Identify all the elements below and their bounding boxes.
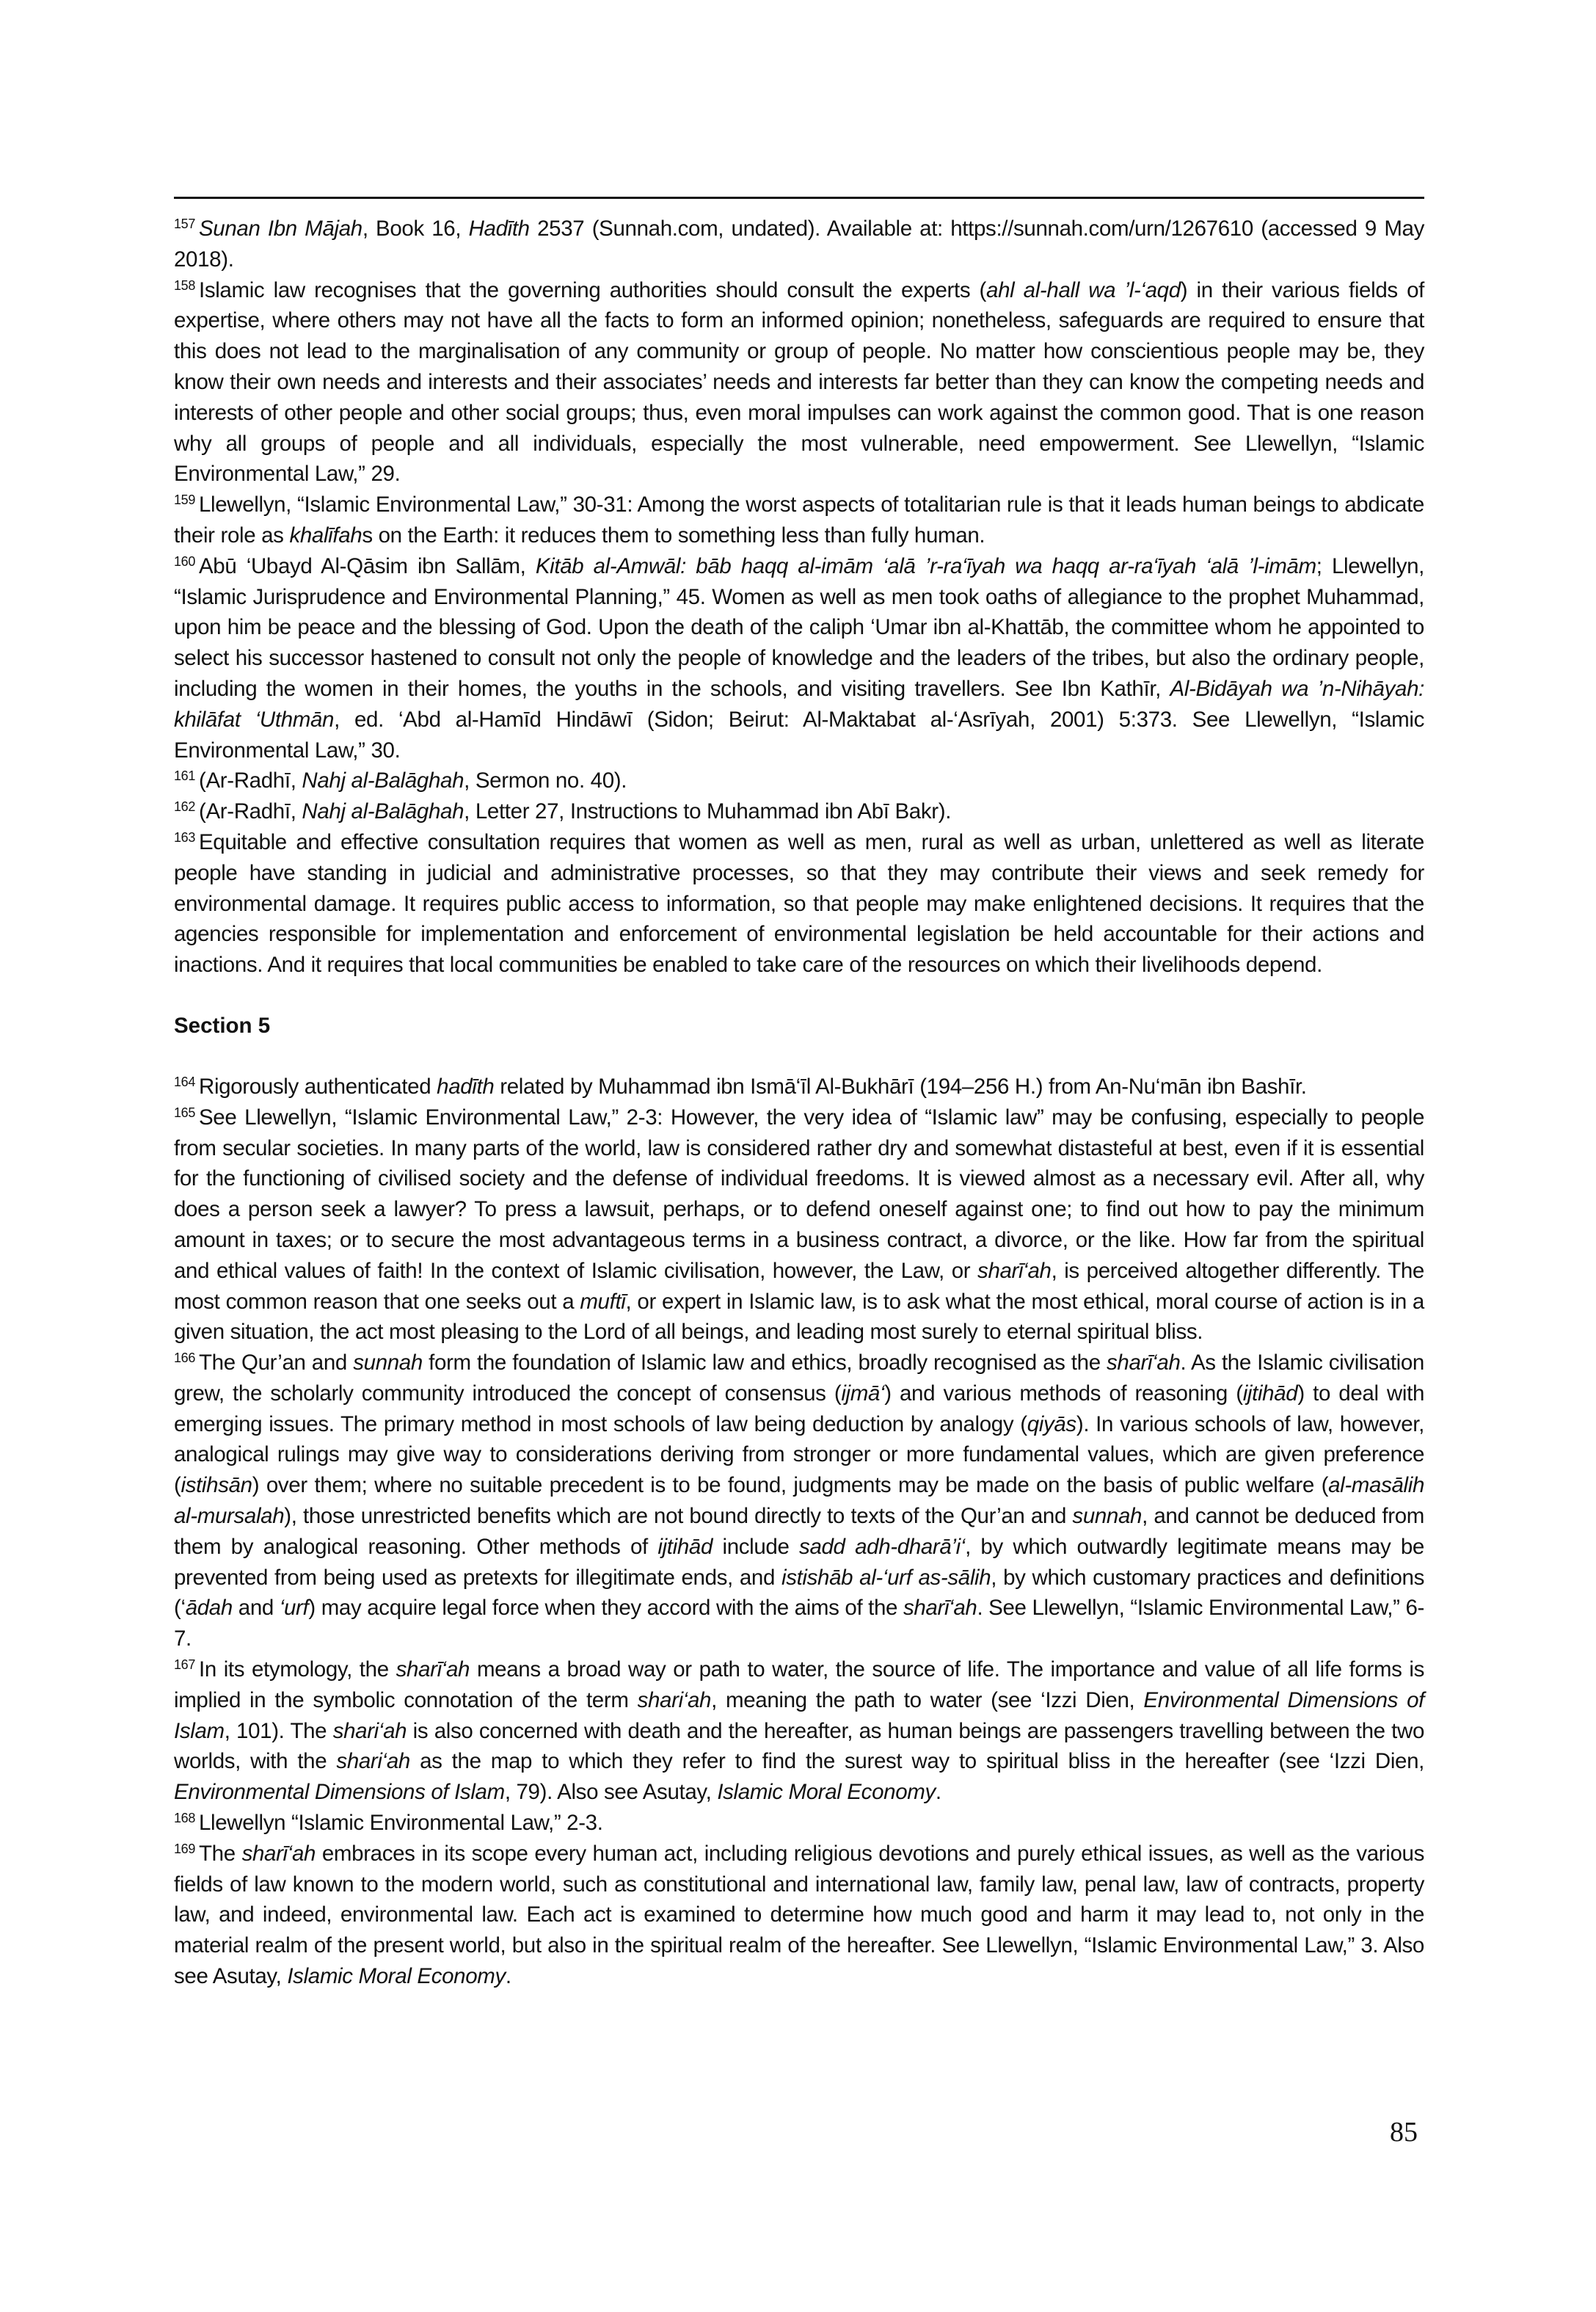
italic-term: al-masālih al-mursalah <box>174 1473 1424 1529</box>
footnote-text: embraces in its scope every human act, including religious devotions and purely ethical issues, as well as the various fields of law known to the modern world, such as constitutional and international law, family law, penal law, law of contracts, property law, and indeed, environmental law. Each act is examined to determine how much good and harm it may lead to, not only in the material realm of the present world, but also in the spiritual realm of the hereafter. See Llewellyn, “Islamic Environmental Law,” 3. Also see Asutay, <box>174 1841 1424 1989</box>
footnote-number: 164 <box>174 1074 195 1089</box>
footnote-159 <box>174 490 1424 551</box>
italic-term: Hadīth <box>468 217 530 241</box>
page-number: 85 <box>1390 2117 1418 2148</box>
footnote-text: , meaning the path to water (see ‘Izzi Dien, <box>711 1687 1144 1712</box>
footnote-text: ) over them; where no suitable precedent is to be found, judgments may be made on the basis of public welfare ( <box>252 1473 1329 1498</box>
footnote-text: and <box>232 1596 280 1621</box>
italic-term: Environmental Dimensions of Islam <box>174 1780 505 1805</box>
italic-term: Nahj al-Balāghah <box>302 799 464 824</box>
footnote-text: . <box>505 1964 511 1989</box>
footnote-text: See Llewellyn, “Islamic Environmental Law,” 2-3: However, the very idea of “Islamic law” may be confusing, especially to people from secular societies. In many parts of the world, law is considered rather dry and somewhat distasteful at best, even if it is essential for the functioning of civilised society and the defense of individual freedoms. It is viewed almost as a necessary evil. After all, why does a person seek a lawyer? To press a lawsuit, perhaps, or to defend oneself against one; to find out how to pay the minimum amount in taxes; or to secure the most advantageous terms in a business contract, a divorce, or the like. How far from the spiritual and ethical values of faith! In the context of Islamic civilisation, however, the Law, or <box>174 1105 1424 1283</box>
footnote-text: is also concerned with death and the hereafter, as human beings are passengers travelling between the two worlds, with the <box>174 1718 1425 1774</box>
italic-term: istihsān <box>181 1473 252 1498</box>
italic-term: ijtihād <box>1242 1381 1298 1406</box>
italic-term: Environmental Dimensions of Islam <box>174 1687 1424 1743</box>
italic-term: sunnah <box>1072 1504 1143 1529</box>
italic-term: shari‘ah <box>336 1749 410 1774</box>
footnote-number: 157 <box>174 217 195 231</box>
italic-term: Islamic Moral Economy <box>287 1964 506 1989</box>
italic-term: sharī‘ah <box>977 1258 1052 1283</box>
footnote-text: Islamic law recognises that the governing authorities should consult the experts ( <box>198 277 987 302</box>
footnote-text: 2537 (Sunnah.com, undated). Available at: https://sunnah.com/urn/1267610 (accessed 9 May 2018). <box>174 217 1424 272</box>
footnote-text: , by which outwardly legitimate means may be prevented from being used as pretexts for illegitimate ends, and <box>174 1534 1424 1590</box>
italic-term: qiyās <box>1027 1411 1076 1436</box>
footnotes-group-a <box>174 214 1424 981</box>
italic-term: Sunan Ibn Mājah <box>198 217 362 241</box>
italic-term: sunnah <box>353 1351 423 1375</box>
footnote-number: 166 <box>174 1351 195 1366</box>
footnote-164 <box>174 1072 1424 1102</box>
footnote-separator-rule <box>174 197 1424 199</box>
footnote-number: 161 <box>174 768 195 784</box>
italic-term: Al-Bidāyah wa ’n-Nihāyah: khilāfat ‘Uthmān <box>174 676 1424 732</box>
footnote-165 <box>174 1102 1424 1348</box>
footnote-text: , Book 16, <box>362 217 469 241</box>
footnote-text: Rigorously authenticated <box>198 1074 437 1099</box>
footnote-text: Llewellyn, “Islamic Environmental Law,” 30-31: Among the worst aspects of totalitarian rule is that it leads human beings to abdicate their role as <box>174 492 1424 548</box>
footnote-text: ) to deal with emerging issues. The primary method in most schools of law being deduction by analogy ( <box>174 1381 1424 1436</box>
footnote-text: , Sermon no. 40). <box>464 768 627 793</box>
footnote-text: ) may acquire legal force when they accord with the aims of the <box>308 1596 903 1621</box>
italic-term: sharī‘ah <box>1107 1351 1181 1375</box>
italic-term: ādah <box>185 1596 233 1621</box>
footnote-162 <box>174 796 1424 827</box>
footnote-text: . <box>935 1780 941 1805</box>
italic-term: ahl al-hall wa ’l-‘aqd <box>986 277 1181 302</box>
italic-term: ijtihād <box>657 1534 713 1559</box>
footnote-text: The Qur’an and <box>198 1351 354 1375</box>
italic-term: istishāb al-‘urf as-sālih <box>781 1565 991 1590</box>
footnote-text: (Ar-Radhī, <box>198 768 302 793</box>
footnote-text: Abū ‘Ubayd Al-Qāsim ibn Sallām, <box>198 553 536 578</box>
footnote-text: s on the Earth: it reduces them to something less than fully human. <box>362 523 985 548</box>
footnote-160 <box>174 551 1424 766</box>
footnote-167 <box>174 1654 1424 1808</box>
footnote-text: In its etymology, the <box>198 1657 396 1682</box>
footnote-text: , ed. ‘Abd al-Hamīd Hindāwī (Sidon; Beirut: Al-Maktabat al-‘Asrīyah, 2001) 5:373. See Llewellyn, “Islamic Environmental Law,” 30. <box>174 707 1424 763</box>
footnote-168 <box>174 1808 1424 1839</box>
footnote-number: 159 <box>174 492 195 508</box>
footnote-text: Llewellyn “Islamic Environmental Law,” 2-3. <box>198 1811 603 1836</box>
footnote-text: , Letter 27, Instructions to Muhammad ibn Abī Bakr). <box>464 799 952 824</box>
italic-term: Nahj al-Balāghah <box>302 768 464 793</box>
footnote-number: 168 <box>174 1811 195 1826</box>
footnote-text: as the map to which they refer to find the surest way to spiritual bliss in the hereafter (see ‘Izzi Dien, <box>409 1749 1424 1774</box>
italic-term: shari‘ah <box>332 1718 407 1743</box>
italic-term: Islamic Moral Economy <box>717 1780 936 1805</box>
italic-term: hadīth <box>437 1074 495 1099</box>
footnote-text: The <box>198 1841 242 1866</box>
footnote-161 <box>174 766 1424 796</box>
italic-term: sharī‘ah <box>396 1657 470 1682</box>
footnote-text: , 101). The <box>224 1718 333 1743</box>
footnote-area <box>174 197 1424 1992</box>
footnote-text: (Ar-Radhī, <box>198 799 302 824</box>
footnote-number: 169 <box>174 1841 195 1856</box>
footnote-text: related by Muhammad ibn Ismā‘īl Al-Bukhārī (194–256 H.) from An-Nu‘mān ibn Bashīr. <box>494 1074 1307 1099</box>
footnote-number: 160 <box>174 553 195 569</box>
footnote-text: , by which customary practices and definitions (‘ <box>174 1565 1424 1621</box>
italic-term: Kitāb al-Amwāl: bāb haqq al-imām ‘alā ’r-ra‘īyah wa haqq ar-ra‘īyah ‘alā ’l-imām <box>535 553 1316 578</box>
footnote-text: Equitable and effective consultation requires that women as well as men, rural as well as urban, unlettered as well as literate people have standing in judicial and administrative processes, so that they may contribute their views and seek remedy for environmental damage. It requires public access to information, so that people may make enlightened decisions. It requires that the agencies responsible for implementation and enforcement of environmental legislation be held accountable for their actions and inactions. And it requires that local communities be enabled to take care of the resources on which their livelihoods depend. <box>174 829 1424 978</box>
footnote-166 <box>174 1348 1424 1654</box>
footnote-number: 163 <box>174 829 195 845</box>
footnote-text: means a broad way or path to water, the source of life. The importance and value of all life forms is implied in the symbolic connotation of the term <box>174 1657 1424 1712</box>
footnote-text: ) and various methods of reasoning ( <box>884 1381 1243 1406</box>
footnote-text: , and cannot be deduced from them by analogical reasoning. Other methods of <box>174 1504 1424 1559</box>
footnote-number: 162 <box>174 799 195 815</box>
italic-term: sadd adh-dharā’i‘ <box>799 1534 966 1559</box>
footnote-169 <box>174 1839 1424 1992</box>
footnote-text: , is perceived altogether differently. The most common reason that one seeks out a <box>174 1258 1424 1314</box>
footnote-number: 167 <box>174 1657 195 1673</box>
footnote-text: include <box>713 1534 800 1559</box>
italic-term: sharī‘ah <box>241 1841 316 1866</box>
footnote-text: . As the Islamic civilisation grew, the scholarly community introduced the concept of consensus ( <box>174 1351 1424 1406</box>
italic-term: ‘urf <box>279 1596 309 1621</box>
italic-term: muftī <box>580 1289 626 1314</box>
footnote-text: , 79). Also see Asutay, <box>504 1780 718 1805</box>
footnote-163 <box>174 827 1424 981</box>
italic-term: sharī‘ah <box>903 1596 977 1621</box>
footnote-text: ) in their various fields of expertise, where others may not have all the facts to form an informed opinion; nonetheless, safeguards are required to ensure that this does not lead to the marginalisation of any community or group of people. No matter how conscientious people may be, they know their own needs and interests and their associates’ needs and interests far better than they can know the competing needs and interests of other people and other social groups; thus, even moral impulses can work against the common good. That is one reason why all groups of people and all individuals, especially the most vulnerable, need empowerment. See Llewellyn, “Islamic Environmental Law,” 29. <box>174 277 1424 487</box>
footnote-text: ), those unrestricted benefits which are not bound directly to texts of the Qur’an and <box>284 1504 1073 1529</box>
footnotes-group-b <box>174 1072 1424 1992</box>
italic-term: shari‘ah <box>637 1687 712 1712</box>
footnote-text: ; Llewellyn, “Islamic Jurisprudence and Environmental Planning,” 45. Women as well as men took oaths of allegiance to the prophet Muhammad, upon him be peace and the blessing of God. Upon the death of the caliph ‘Umar ibn al-Khattāb, the committee whom he appointed to select his successor hastened to consult not only the people of knowledge and the leaders of the tribes, but also the ordinary people, including the women in their homes, the youths in the schools, and visiting travellers. See Ibn Kathīr, <box>174 553 1424 701</box>
italic-term: ijmā‘ <box>841 1381 885 1406</box>
italic-term: khalīfah <box>289 523 362 548</box>
footnote-number: 165 <box>174 1105 195 1120</box>
footnote-158 <box>174 275 1424 490</box>
section-heading: Section 5 <box>174 1013 271 1038</box>
footnote-157 <box>174 214 1424 275</box>
footnote-text: , or expert in Islamic law, is to ask what the most ethical, moral course of action is in a given situation, the act most pleasing to the Lord of all beings, and leading most surely to eternal spiritual bliss. <box>174 1289 1424 1345</box>
footnote-text: . See Llewellyn, “Islamic Environmental Law,” 6-7. <box>174 1596 1425 1651</box>
footnote-number: 158 <box>174 277 195 293</box>
footnote-text: ). In various schools of law, however, analogical rulings may give way to considerations deriving from stronger or more fundamental values, which are given preference ( <box>174 1411 1424 1498</box>
footnote-text: form the foundation of Islamic law and ethics, broadly recognised as the <box>422 1351 1107 1375</box>
